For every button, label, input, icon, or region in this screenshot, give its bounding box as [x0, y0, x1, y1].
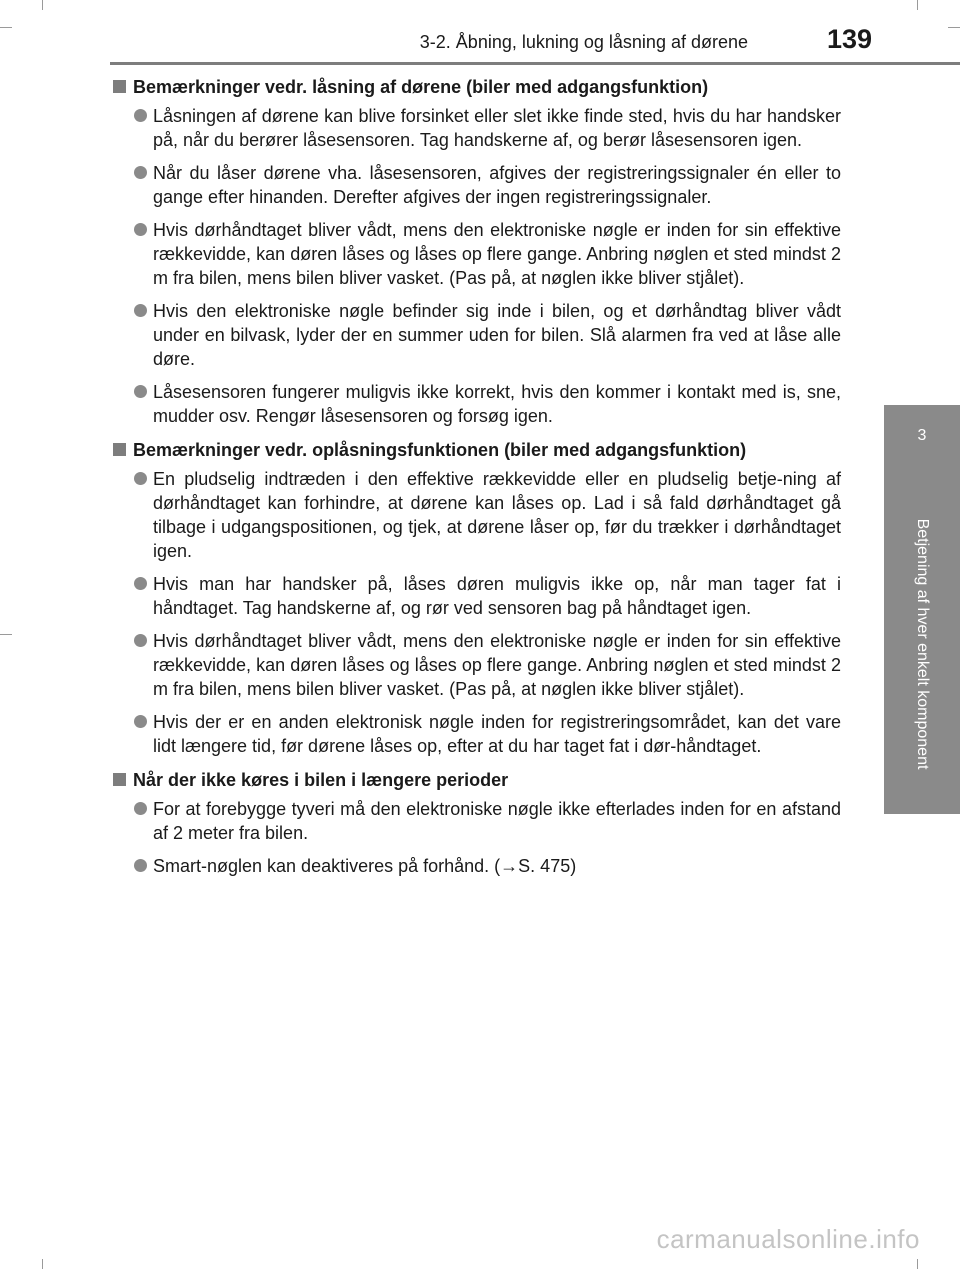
- section-long-parking: [113, 767, 841, 878]
- section-heading: [113, 767, 841, 793]
- page-header: [0, 0, 960, 66]
- section-heading: [113, 74, 841, 100]
- list-item: [113, 467, 841, 563]
- chapter-number: 3: [884, 405, 960, 474]
- chapter-strip: [884, 474, 960, 814]
- section-locking-notes: [113, 74, 841, 428]
- list-item: [113, 161, 841, 209]
- square-bullet-icon: [113, 443, 126, 456]
- chapter-label: Betjening af hver enkelt komponent: [914, 518, 931, 770]
- crop-mark: [0, 634, 12, 635]
- list-item-text: Hvis der er en anden elektronisk nøgle inden for registreringsområdet, kan det vare lidt længere tid, før dørene låses op, efter at du har taget fat i dør-håndtaget.: [153, 712, 841, 756]
- list-item-text: Låsesensoren fungerer muligvis ikke korrekt, hvis den kommer i kontakt med is, sne, mudder osv. Rengør låsesensoren og forsøg igen.: [153, 382, 841, 426]
- list-item-text: En pludselig indtræden i den effektive rækkevidde eller en pludselig betje-ning af dørhåndtaget kan forhindre, at dørene kan låses op. Lad i så fald dørhåndtaget gå tilbage i udgangspositionen, og tjek, at dørene låser op, før du trækker i dørhåndtaget igen.: [153, 469, 841, 561]
- circle-bullet-icon: [134, 634, 147, 647]
- section-unlocking-notes: [113, 437, 841, 758]
- circle-bullet-icon: [134, 802, 147, 815]
- list-item-text: Hvis dørhåndtaget bliver vådt, mens den elektroniske nøgle er inden for sin effektive rækkevidde, kan døren låses og låses op flere gange. Anbring nøglen et sted mindst 2 m fra bilen, mens bilen bliver vasket. (Pas på, at nøglen ikke bliver stjålet).: [153, 220, 841, 288]
- list-item: [113, 710, 841, 758]
- watermark: carmanualsonline.info: [656, 1224, 920, 1254]
- crop-mark: [42, 1259, 43, 1269]
- list-item-text: Smart-nøglen kan deaktiveres på forhånd. (→S. 475): [153, 856, 577, 876]
- list-item-text: Når du låser dørene vha. låsesensoren, afgives der registreringssignaler én eller to gange efter hinanden. Derefter afgives der ingen registreringssignaler.: [153, 163, 841, 207]
- list-item-text: Hvis man har handsker på, låses døren muligvis ikke op, når man tager fat i håndtaget. Tag handskerne af, og rør ved sensoren bag på håndtaget igen.: [153, 574, 841, 618]
- list-item: [113, 380, 841, 428]
- circle-bullet-icon: [134, 223, 147, 236]
- section-heading-text: Bemærkninger vedr. låsning af dørene (biler med adgangsfunktion): [133, 77, 709, 97]
- circle-bullet-icon: [134, 304, 147, 317]
- section-title: 3-2. Åbning, lukning og låsning af dørene: [419, 32, 748, 52]
- list-item: [113, 854, 841, 878]
- list-item: [113, 797, 841, 845]
- circle-bullet-icon: [134, 577, 147, 590]
- section-heading-text: Bemærkninger vedr. oplåsningsfunktionen (biler med adgangsfunktion): [133, 440, 747, 460]
- list-item: [113, 299, 841, 371]
- list-item-text: Låsningen af dørene kan blive forsinket eller slet ikke finde sted, hvis du har handsker på, når du berører låsesensoren. Tag handskerne af, og berør låsesensoren igen.: [153, 106, 841, 150]
- section-heading: [113, 437, 841, 463]
- list-item: [113, 218, 841, 290]
- circle-bullet-icon: [134, 385, 147, 398]
- header-divider: [110, 62, 960, 65]
- chapter-side-tab: [884, 0, 960, 1269]
- page-content: [113, 74, 841, 887]
- circle-bullet-icon: [134, 859, 147, 872]
- section-heading-text: Når der ikke køres i bilen i længere perioder: [133, 770, 509, 790]
- list-item: [113, 104, 841, 152]
- page-number: 139: [826, 24, 872, 54]
- list-item: [113, 572, 841, 620]
- square-bullet-icon: [113, 773, 126, 786]
- circle-bullet-icon: [134, 109, 147, 122]
- circle-bullet-icon: [134, 472, 147, 485]
- circle-bullet-icon: [134, 166, 147, 179]
- list-item-text: Hvis den elektroniske nøgle befinder sig inde i bilen, og et dørhåndtag bliver vådt under en bilvask, lyder der en summer uden for bilen. Slå alarmen fra ved at låse alle døre.: [153, 301, 841, 369]
- list-item: [113, 629, 841, 701]
- list-item-text: Hvis dørhåndtaget bliver vådt, mens den elektroniske nøgle er inden for sin effektive rækkevidde, kan døren låses og låses op flere gange. Anbring nøglen et sted mindst 2 m fra bilen, mens bilen bliver vasket. (Pas på, at nøglen ikke bliver stjålet).: [153, 631, 841, 699]
- square-bullet-icon: [113, 80, 126, 93]
- list-item-text: For at forebygge tyveri må den elektroniske nøgle ikke efterlades inden for en afstand af 2 meter fra bilen.: [153, 799, 841, 843]
- circle-bullet-icon: [134, 715, 147, 728]
